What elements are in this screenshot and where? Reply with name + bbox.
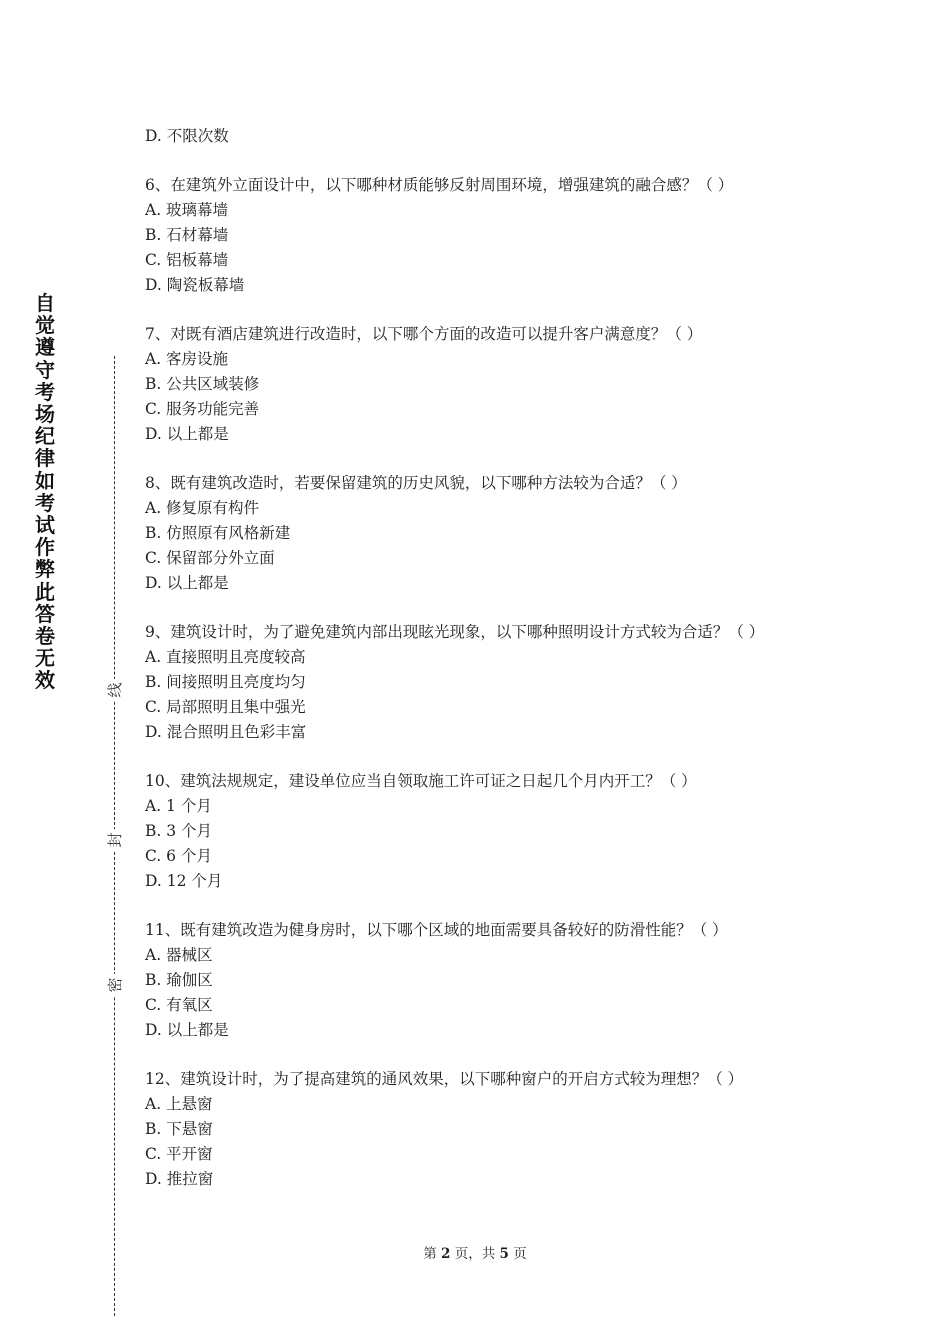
option-a: A. 器械区: [145, 946, 213, 964]
option-b: B. 公共区域装修: [145, 375, 260, 393]
question-stem: 11、既有建筑改造为健身房时，以下哪个区域的地面需要具备较好的防滑性能？（ ）: [145, 921, 728, 939]
footer-middle: 页，共: [450, 1246, 500, 1262]
option-c: C. 局部照明且集中强光: [145, 698, 306, 716]
question-8: [145, 471, 905, 596]
option-a: A. 客房设施: [145, 350, 229, 368]
question-stem: 9、建筑设计时，为了避免建筑内部出现眩光现象，以下哪种照明设计方式较为合适？（ ）: [145, 623, 765, 641]
option-b: B. 3 个月: [145, 822, 213, 840]
option-b: B. 仿照原有风格新建: [145, 524, 291, 542]
question-7: [145, 322, 905, 447]
binding-label-secret: 密: [104, 974, 126, 996]
option-c: C. 铝板幕墙: [145, 251, 229, 269]
question-list: [145, 124, 905, 1192]
question-stem: 8、既有建筑改造时，若要保留建筑的历史风貌，以下哪种方法较为合适？（ ）: [145, 474, 687, 492]
option-c: C. 6 个月: [145, 847, 212, 865]
option-a: A. 修复原有构件: [145, 499, 260, 517]
exam-discipline-notice: 自觉遵守考场纪律如考试作弊此答卷无效: [35, 291, 55, 693]
option-d: D. 陶瓷板幕墙: [145, 276, 245, 294]
option-d: D. 以上都是: [145, 425, 229, 443]
option-b: B. 间接照明且亮度均匀: [145, 673, 306, 691]
option-b: B. 瑜伽区: [145, 971, 213, 989]
option-c: C. 平开窗: [145, 1145, 213, 1163]
question-11: [145, 918, 905, 1043]
option-c: C. 有氧区: [145, 996, 213, 1014]
option-d: D. 12 个月: [145, 872, 223, 890]
footer-prefix: 第: [423, 1246, 442, 1262]
option-d: D. 以上都是: [145, 1021, 229, 1039]
option-a: A. 玻璃幕墙: [145, 201, 229, 219]
option-a: A. 1 个月: [145, 797, 212, 815]
current-page-number: 2: [441, 1246, 451, 1262]
option-b: B. 下悬窗: [145, 1120, 213, 1138]
binding-label-seal: 封: [104, 829, 126, 851]
question-12: [145, 1067, 905, 1192]
binding-label-line: 线: [104, 679, 126, 701]
option-a: A. 直接照明且亮度较高: [145, 648, 306, 666]
question-stem: 10、建筑法规规定，建设单位应当自领取施工许可证之日起几个月内开工？（ ）: [145, 772, 697, 790]
prev-question-option-d: D. 不限次数: [145, 127, 229, 145]
page-footer: [0, 1244, 950, 1264]
option-c: C. 保留部分外立面: [145, 549, 275, 567]
option-c: C. 服务功能完善: [145, 400, 260, 418]
option-a: A. 上悬窗: [145, 1095, 213, 1113]
question-stem: 12、建筑设计时，为了提高建筑的通风效果，以下哪种窗户的开启方式较为理想？（ ）: [145, 1070, 744, 1088]
option-d: D. 以上都是: [145, 574, 229, 592]
question-stem: 6、在建筑外立面设计中，以下哪种材质能够反射周围环境，增强建筑的融合感？（ ）: [145, 176, 734, 194]
question-6: [145, 173, 905, 298]
total-pages-number: 5: [499, 1246, 509, 1262]
option-d: D. 推拉窗: [145, 1170, 214, 1188]
question-9: [145, 620, 905, 745]
question-stem: 7、对既有酒店建筑进行改造时，以下哪个方面的改造可以提升客户满意度？（ ）: [145, 325, 703, 343]
option-b: B. 石材幕墙: [145, 226, 229, 244]
footer-suffix: 页: [508, 1246, 527, 1262]
option-d: D. 混合照明且色彩丰富: [145, 723, 307, 741]
question-10: [145, 769, 905, 894]
